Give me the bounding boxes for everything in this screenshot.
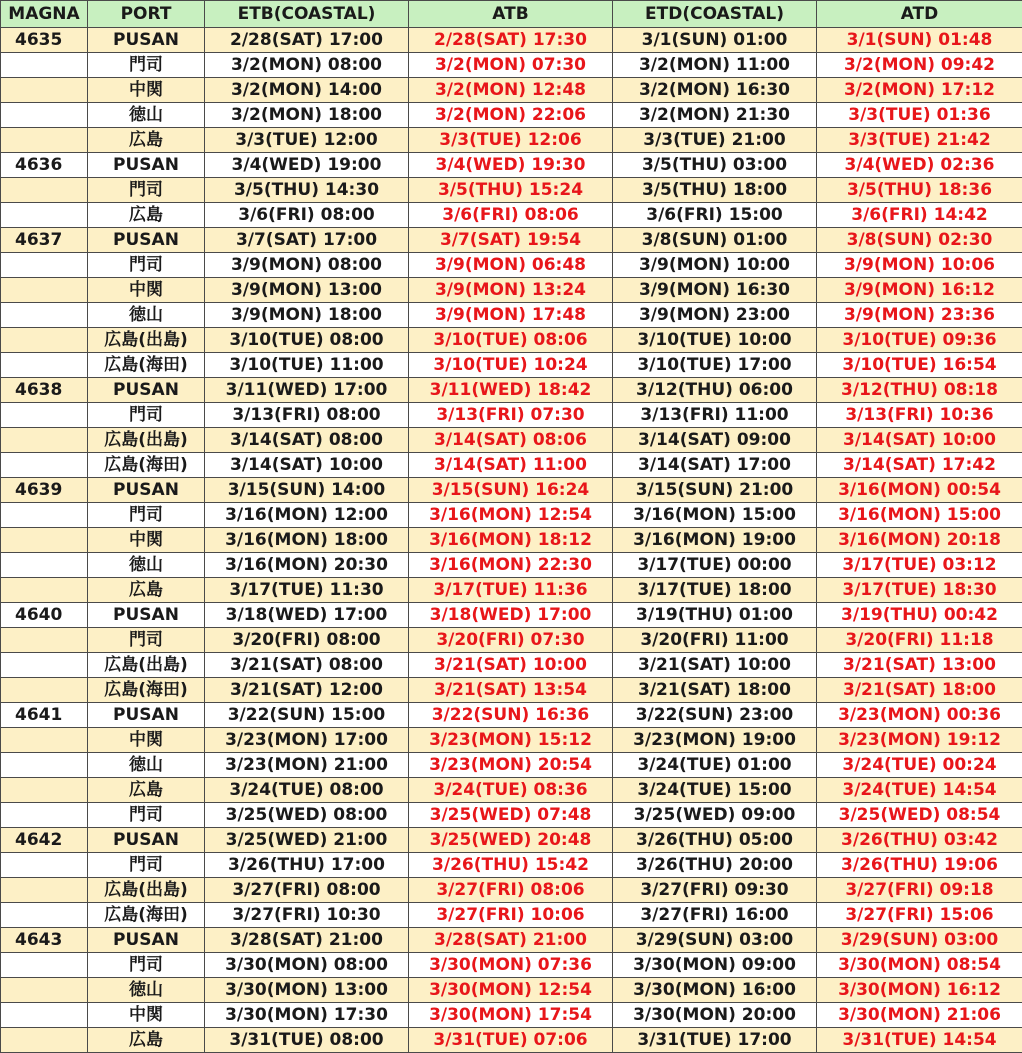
etb-cell: 3/27(FRI) 08:00: [205, 878, 409, 903]
header-magna: MAGNA: [1, 1, 88, 28]
atb-cell: 3/17(TUE) 11:36: [409, 578, 613, 603]
magna-cell: [1, 328, 88, 353]
etb-cell: 3/28(SAT) 21:00: [205, 928, 409, 953]
atd-cell: 3/17(TUE) 18:30: [817, 578, 1022, 603]
magna-cell: [1, 678, 88, 703]
table-row: [1, 153, 1022, 178]
table-row: [1, 753, 1022, 778]
etb-cell: 3/18(WED) 17:00: [205, 603, 409, 628]
port-cell: 広島: [88, 778, 205, 803]
etb-cell: 3/6(FRI) 08:00: [205, 203, 409, 228]
atb-cell: 3/5(THU) 15:24: [409, 178, 613, 203]
port-cell: 徳山: [88, 553, 205, 578]
atb-cell: 3/14(SAT) 08:06: [409, 428, 613, 453]
etb-cell: 3/24(TUE) 08:00: [205, 778, 409, 803]
etd-cell: 3/12(THU) 06:00: [613, 378, 817, 403]
magna-cell: [1, 578, 88, 603]
etd-cell: 3/21(SAT) 10:00: [613, 653, 817, 678]
atd-cell: 3/3(TUE) 21:42: [817, 128, 1022, 153]
port-cell: 広島: [88, 1028, 205, 1053]
magna-cell: [1, 353, 88, 378]
etb-cell: 3/21(SAT) 08:00: [205, 653, 409, 678]
etd-cell: 3/27(FRI) 09:30: [613, 878, 817, 903]
table-row: [1, 653, 1022, 678]
atb-cell: 3/25(WED) 20:48: [409, 828, 613, 853]
atb-cell: 3/23(MON) 15:12: [409, 728, 613, 753]
atb-cell: 3/23(MON) 20:54: [409, 753, 613, 778]
port-cell: 門司: [88, 803, 205, 828]
atd-cell: 3/14(SAT) 17:42: [817, 453, 1022, 478]
etd-cell: 3/17(TUE) 18:00: [613, 578, 817, 603]
atd-cell: 3/16(MON) 00:54: [817, 478, 1022, 503]
port-cell: 徳山: [88, 103, 205, 128]
etd-cell: 3/2(MON) 11:00: [613, 53, 817, 78]
atd-cell: 3/21(SAT) 18:00: [817, 678, 1022, 703]
atd-cell: 3/6(FRI) 14:42: [817, 203, 1022, 228]
magna-cell: 4637: [1, 228, 88, 253]
atd-cell: 3/16(MON) 20:18: [817, 528, 1022, 553]
etd-cell: 3/1(SUN) 01:00: [613, 28, 817, 53]
etd-cell: 3/27(FRI) 16:00: [613, 903, 817, 928]
magna-cell: [1, 303, 88, 328]
magna-cell: [1, 903, 88, 928]
etb-cell: 3/11(WED) 17:00: [205, 378, 409, 403]
atd-cell: 3/2(MON) 09:42: [817, 53, 1022, 78]
atd-cell: 3/2(MON) 17:12: [817, 78, 1022, 103]
etb-cell: 3/15(SUN) 14:00: [205, 478, 409, 503]
etb-cell: 3/20(FRI) 08:00: [205, 628, 409, 653]
table-row: [1, 253, 1022, 278]
etd-cell: 3/19(THU) 01:00: [613, 603, 817, 628]
etd-cell: 3/9(MON) 23:00: [613, 303, 817, 328]
magna-cell: [1, 178, 88, 203]
atb-cell: 3/31(TUE) 07:06: [409, 1028, 613, 1053]
magna-cell: [1, 403, 88, 428]
header-row: [1, 1, 1022, 28]
port-cell: PUSAN: [88, 603, 205, 628]
port-cell: 門司: [88, 628, 205, 653]
atd-cell: 3/24(TUE) 14:54: [817, 778, 1022, 803]
etd-cell: 3/5(THU) 03:00: [613, 153, 817, 178]
etd-cell: 3/13(FRI) 11:00: [613, 403, 817, 428]
magna-cell: [1, 953, 88, 978]
table-row: [1, 353, 1022, 378]
etd-cell: 3/25(WED) 09:00: [613, 803, 817, 828]
atd-cell: 3/5(THU) 18:36: [817, 178, 1022, 203]
table-row: [1, 228, 1022, 253]
port-cell: PUSAN: [88, 703, 205, 728]
atb-cell: 3/27(FRI) 10:06: [409, 903, 613, 928]
port-cell: 中関: [88, 528, 205, 553]
etd-cell: 3/24(TUE) 15:00: [613, 778, 817, 803]
etb-cell: 3/21(SAT) 12:00: [205, 678, 409, 703]
etd-cell: 3/31(TUE) 17:00: [613, 1028, 817, 1053]
port-cell: 広島: [88, 578, 205, 603]
table-row: [1, 828, 1022, 853]
etb-cell: 3/16(MON) 20:30: [205, 553, 409, 578]
etd-cell: 3/24(TUE) 01:00: [613, 753, 817, 778]
atb-cell: 3/30(MON) 07:36: [409, 953, 613, 978]
port-cell: PUSAN: [88, 378, 205, 403]
etd-cell: 3/23(MON) 19:00: [613, 728, 817, 753]
etd-cell: 3/6(FRI) 15:00: [613, 203, 817, 228]
schedule-body: [1, 28, 1022, 1053]
port-cell: 門司: [88, 253, 205, 278]
atd-cell: 3/9(MON) 10:06: [817, 253, 1022, 278]
header-port: PORT: [88, 1, 205, 28]
port-cell: 門司: [88, 178, 205, 203]
atb-cell: 3/2(MON) 07:30: [409, 53, 613, 78]
etb-cell: 3/9(MON) 18:00: [205, 303, 409, 328]
table-row: [1, 928, 1022, 953]
etd-cell: 3/15(SUN) 21:00: [613, 478, 817, 503]
magna-cell: [1, 753, 88, 778]
magna-cell: [1, 778, 88, 803]
etb-cell: 3/25(WED) 21:00: [205, 828, 409, 853]
header-atd: ATD: [817, 1, 1022, 28]
atd-cell: 3/17(TUE) 03:12: [817, 553, 1022, 578]
atd-cell: 3/3(TUE) 01:36: [817, 103, 1022, 128]
etb-cell: 3/30(MON) 13:00: [205, 978, 409, 1003]
table-row: [1, 553, 1022, 578]
atd-cell: 3/30(MON) 21:06: [817, 1003, 1022, 1028]
etd-cell: 3/26(THU) 05:00: [613, 828, 817, 853]
magna-cell: [1, 1003, 88, 1028]
magna-cell: [1, 253, 88, 278]
atb-cell: 3/28(SAT) 21:00: [409, 928, 613, 953]
port-cell: 門司: [88, 853, 205, 878]
magna-cell: [1, 453, 88, 478]
table-row: [1, 53, 1022, 78]
table-row: [1, 178, 1022, 203]
etb-cell: 3/13(FRI) 08:00: [205, 403, 409, 428]
port-cell: 中関: [88, 728, 205, 753]
magna-cell: [1, 978, 88, 1003]
table-row: [1, 628, 1022, 653]
atd-cell: 3/29(SUN) 03:00: [817, 928, 1022, 953]
port-cell: 徳山: [88, 303, 205, 328]
atd-cell: 3/14(SAT) 10:00: [817, 428, 1022, 453]
etb-cell: 3/14(SAT) 10:00: [205, 453, 409, 478]
etb-cell: 3/30(MON) 17:30: [205, 1003, 409, 1028]
port-cell: 中関: [88, 1003, 205, 1028]
port-cell: PUSAN: [88, 828, 205, 853]
atb-cell: 3/16(MON) 12:54: [409, 503, 613, 528]
etd-cell: 3/16(MON) 19:00: [613, 528, 817, 553]
etb-cell: 3/22(SUN) 15:00: [205, 703, 409, 728]
etd-cell: 3/17(TUE) 00:00: [613, 553, 817, 578]
atb-cell: 3/15(SUN) 16:24: [409, 478, 613, 503]
magna-cell: [1, 428, 88, 453]
port-cell: PUSAN: [88, 228, 205, 253]
table-row: [1, 728, 1022, 753]
port-cell: 広島(出島): [88, 328, 205, 353]
port-cell: PUSAN: [88, 28, 205, 53]
table-row: [1, 578, 1022, 603]
atb-cell: 3/3(TUE) 12:06: [409, 128, 613, 153]
magna-cell: [1, 628, 88, 653]
etb-cell: 3/16(MON) 18:00: [205, 528, 409, 553]
magna-cell: [1, 528, 88, 553]
atd-cell: 3/27(FRI) 15:06: [817, 903, 1022, 928]
atd-cell: 3/26(THU) 19:06: [817, 853, 1022, 878]
atd-cell: 3/30(MON) 16:12: [817, 978, 1022, 1003]
table-row: [1, 428, 1022, 453]
etd-cell: 3/30(MON) 20:00: [613, 1003, 817, 1028]
atb-cell: 3/13(FRI) 07:30: [409, 403, 613, 428]
magna-cell: 4639: [1, 478, 88, 503]
atb-cell: 3/2(MON) 22:06: [409, 103, 613, 128]
etd-cell: 3/20(FRI) 11:00: [613, 628, 817, 653]
atb-cell: 3/18(WED) 17:00: [409, 603, 613, 628]
atd-cell: 3/10(TUE) 16:54: [817, 353, 1022, 378]
etd-cell: 3/22(SUN) 23:00: [613, 703, 817, 728]
header-etd: ETD(COASTAL): [613, 1, 817, 28]
magna-cell: 4643: [1, 928, 88, 953]
etb-cell: 3/31(TUE) 08:00: [205, 1028, 409, 1053]
atd-cell: 3/26(THU) 03:42: [817, 828, 1022, 853]
port-cell: 広島(出島): [88, 653, 205, 678]
atd-cell: 3/30(MON) 08:54: [817, 953, 1022, 978]
magna-cell: [1, 103, 88, 128]
etb-cell: 3/10(TUE) 08:00: [205, 328, 409, 353]
etd-cell: 3/3(TUE) 21:00: [613, 128, 817, 153]
table-row: [1, 878, 1022, 903]
table-row: [1, 203, 1022, 228]
atd-cell: 3/16(MON) 15:00: [817, 503, 1022, 528]
atd-cell: 3/24(TUE) 00:24: [817, 753, 1022, 778]
port-cell: PUSAN: [88, 478, 205, 503]
table-row: [1, 78, 1022, 103]
magna-cell: [1, 553, 88, 578]
etb-cell: 3/7(SAT) 17:00: [205, 228, 409, 253]
magna-cell: [1, 1028, 88, 1053]
atb-cell: 3/2(MON) 12:48: [409, 78, 613, 103]
table-row: [1, 678, 1022, 703]
etd-cell: 3/2(MON) 16:30: [613, 78, 817, 103]
table-row: [1, 453, 1022, 478]
atb-cell: 3/10(TUE) 10:24: [409, 353, 613, 378]
etb-cell: 3/23(MON) 17:00: [205, 728, 409, 753]
table-row: [1, 528, 1022, 553]
magna-cell: 4636: [1, 153, 88, 178]
magna-cell: [1, 503, 88, 528]
table-row: [1, 128, 1022, 153]
etd-cell: 3/5(THU) 18:00: [613, 178, 817, 203]
etd-cell: 3/30(MON) 16:00: [613, 978, 817, 1003]
atd-cell: 3/23(MON) 00:36: [817, 703, 1022, 728]
etd-cell: 3/10(TUE) 17:00: [613, 353, 817, 378]
atd-cell: 3/13(FRI) 10:36: [817, 403, 1022, 428]
atb-cell: 3/9(MON) 13:24: [409, 278, 613, 303]
magna-cell: [1, 53, 88, 78]
port-cell: PUSAN: [88, 928, 205, 953]
atb-cell: 3/16(MON) 22:30: [409, 553, 613, 578]
etd-cell: 3/26(THU) 20:00: [613, 853, 817, 878]
magna-cell: [1, 853, 88, 878]
etb-cell: 3/3(TUE) 12:00: [205, 128, 409, 153]
table-row: [1, 1028, 1022, 1053]
table-row: [1, 328, 1022, 353]
atd-cell: 3/21(SAT) 13:00: [817, 653, 1022, 678]
table-row: [1, 503, 1022, 528]
table-row: [1, 803, 1022, 828]
atd-cell: 3/1(SUN) 01:48: [817, 28, 1022, 53]
atb-cell: 3/10(TUE) 08:06: [409, 328, 613, 353]
etb-cell: 3/2(MON) 18:00: [205, 103, 409, 128]
atd-cell: 3/9(MON) 23:36: [817, 303, 1022, 328]
atb-cell: 3/6(FRI) 08:06: [409, 203, 613, 228]
atb-cell: 3/21(SAT) 10:00: [409, 653, 613, 678]
magna-cell: [1, 278, 88, 303]
atb-cell: 3/22(SUN) 16:36: [409, 703, 613, 728]
port-cell: 門司: [88, 503, 205, 528]
magna-cell: [1, 653, 88, 678]
atb-cell: 2/28(SAT) 17:30: [409, 28, 613, 53]
atb-cell: 3/9(MON) 06:48: [409, 253, 613, 278]
magna-cell: 4638: [1, 378, 88, 403]
etd-cell: 3/2(MON) 21:30: [613, 103, 817, 128]
table-row: [1, 953, 1022, 978]
etb-cell: 3/2(MON) 08:00: [205, 53, 409, 78]
port-cell: 広島(海田): [88, 903, 205, 928]
etb-cell: 3/17(TUE) 11:30: [205, 578, 409, 603]
port-cell: 中関: [88, 278, 205, 303]
atb-cell: 3/7(SAT) 19:54: [409, 228, 613, 253]
etd-cell: 3/14(SAT) 17:00: [613, 453, 817, 478]
atb-cell: 3/14(SAT) 11:00: [409, 453, 613, 478]
port-cell: 広島(出島): [88, 878, 205, 903]
atd-cell: 3/10(TUE) 09:36: [817, 328, 1022, 353]
table-row: [1, 978, 1022, 1003]
port-cell: 徳山: [88, 978, 205, 1003]
port-cell: 門司: [88, 403, 205, 428]
atb-cell: 3/30(MON) 17:54: [409, 1003, 613, 1028]
magna-cell: [1, 878, 88, 903]
etb-cell: 3/14(SAT) 08:00: [205, 428, 409, 453]
etd-cell: 3/9(MON) 10:00: [613, 253, 817, 278]
atd-cell: 3/27(FRI) 09:18: [817, 878, 1022, 903]
etb-cell: 3/9(MON) 08:00: [205, 253, 409, 278]
port-cell: 広島(海田): [88, 453, 205, 478]
magna-cell: [1, 803, 88, 828]
table-row: [1, 478, 1022, 503]
port-cell: 広島(海田): [88, 678, 205, 703]
atd-cell: 3/12(THU) 08:18: [817, 378, 1022, 403]
table-row: [1, 378, 1022, 403]
etb-cell: 3/2(MON) 14:00: [205, 78, 409, 103]
table-row: [1, 1003, 1022, 1028]
atd-cell: 3/8(SUN) 02:30: [817, 228, 1022, 253]
atb-cell: 3/4(WED) 19:30: [409, 153, 613, 178]
magna-cell: [1, 203, 88, 228]
port-cell: 広島(海田): [88, 353, 205, 378]
port-cell: 広島(出島): [88, 428, 205, 453]
table-row: [1, 103, 1022, 128]
etd-cell: 3/8(SUN) 01:00: [613, 228, 817, 253]
table-row: [1, 853, 1022, 878]
atb-cell: 3/16(MON) 18:12: [409, 528, 613, 553]
atd-cell: 3/25(WED) 08:54: [817, 803, 1022, 828]
magna-cell: [1, 78, 88, 103]
atb-cell: 3/20(FRI) 07:30: [409, 628, 613, 653]
table-row: [1, 703, 1022, 728]
port-cell: 門司: [88, 53, 205, 78]
etb-cell: 3/16(MON) 12:00: [205, 503, 409, 528]
etb-cell: 2/28(SAT) 17:00: [205, 28, 409, 53]
atb-cell: 3/30(MON) 12:54: [409, 978, 613, 1003]
etb-cell: 3/27(FRI) 10:30: [205, 903, 409, 928]
etb-cell: 3/9(MON) 13:00: [205, 278, 409, 303]
etb-cell: 3/30(MON) 08:00: [205, 953, 409, 978]
atd-cell: 3/4(WED) 02:36: [817, 153, 1022, 178]
magna-cell: [1, 728, 88, 753]
etb-cell: 3/5(THU) 14:30: [205, 178, 409, 203]
etd-cell: 3/9(MON) 16:30: [613, 278, 817, 303]
atb-cell: 3/27(FRI) 08:06: [409, 878, 613, 903]
atb-cell: 3/25(WED) 07:48: [409, 803, 613, 828]
etb-cell: 3/23(MON) 21:00: [205, 753, 409, 778]
atd-cell: 3/19(THU) 00:42: [817, 603, 1022, 628]
atd-cell: 3/31(TUE) 14:54: [817, 1028, 1022, 1053]
etd-cell: 3/30(MON) 09:00: [613, 953, 817, 978]
atb-cell: 3/21(SAT) 13:54: [409, 678, 613, 703]
table-row: [1, 303, 1022, 328]
table-row: [1, 603, 1022, 628]
table-row: [1, 278, 1022, 303]
magna-cell: 4635: [1, 28, 88, 53]
port-cell: 中関: [88, 78, 205, 103]
atb-cell: 3/11(WED) 18:42: [409, 378, 613, 403]
port-cell: 門司: [88, 953, 205, 978]
atd-cell: 3/20(FRI) 11:18: [817, 628, 1022, 653]
atb-cell: 3/9(MON) 17:48: [409, 303, 613, 328]
magna-cell: 4641: [1, 703, 88, 728]
etd-cell: 3/21(SAT) 18:00: [613, 678, 817, 703]
etb-cell: 3/4(WED) 19:00: [205, 153, 409, 178]
atd-cell: 3/9(MON) 16:12: [817, 278, 1022, 303]
etd-cell: 3/29(SUN) 03:00: [613, 928, 817, 953]
atb-cell: 3/26(THU) 15:42: [409, 853, 613, 878]
etd-cell: 3/14(SAT) 09:00: [613, 428, 817, 453]
table-row: [1, 28, 1022, 53]
port-cell: 広島: [88, 128, 205, 153]
atd-cell: 3/23(MON) 19:12: [817, 728, 1022, 753]
port-cell: PUSAN: [88, 153, 205, 178]
etd-cell: 3/16(MON) 15:00: [613, 503, 817, 528]
etb-cell: 3/26(THU) 17:00: [205, 853, 409, 878]
etd-cell: 3/10(TUE) 10:00: [613, 328, 817, 353]
table-row: [1, 903, 1022, 928]
etb-cell: 3/25(WED) 08:00: [205, 803, 409, 828]
etb-cell: 3/10(TUE) 11:00: [205, 353, 409, 378]
magna-cell: 4642: [1, 828, 88, 853]
table-row: [1, 403, 1022, 428]
magna-cell: [1, 128, 88, 153]
header-etb: ETB(COASTAL): [205, 1, 409, 28]
magna-cell: 4640: [1, 603, 88, 628]
port-cell: 広島: [88, 203, 205, 228]
port-cell: 徳山: [88, 753, 205, 778]
table-row: [1, 778, 1022, 803]
header-atb: ATB: [409, 1, 613, 28]
atb-cell: 3/24(TUE) 08:36: [409, 778, 613, 803]
